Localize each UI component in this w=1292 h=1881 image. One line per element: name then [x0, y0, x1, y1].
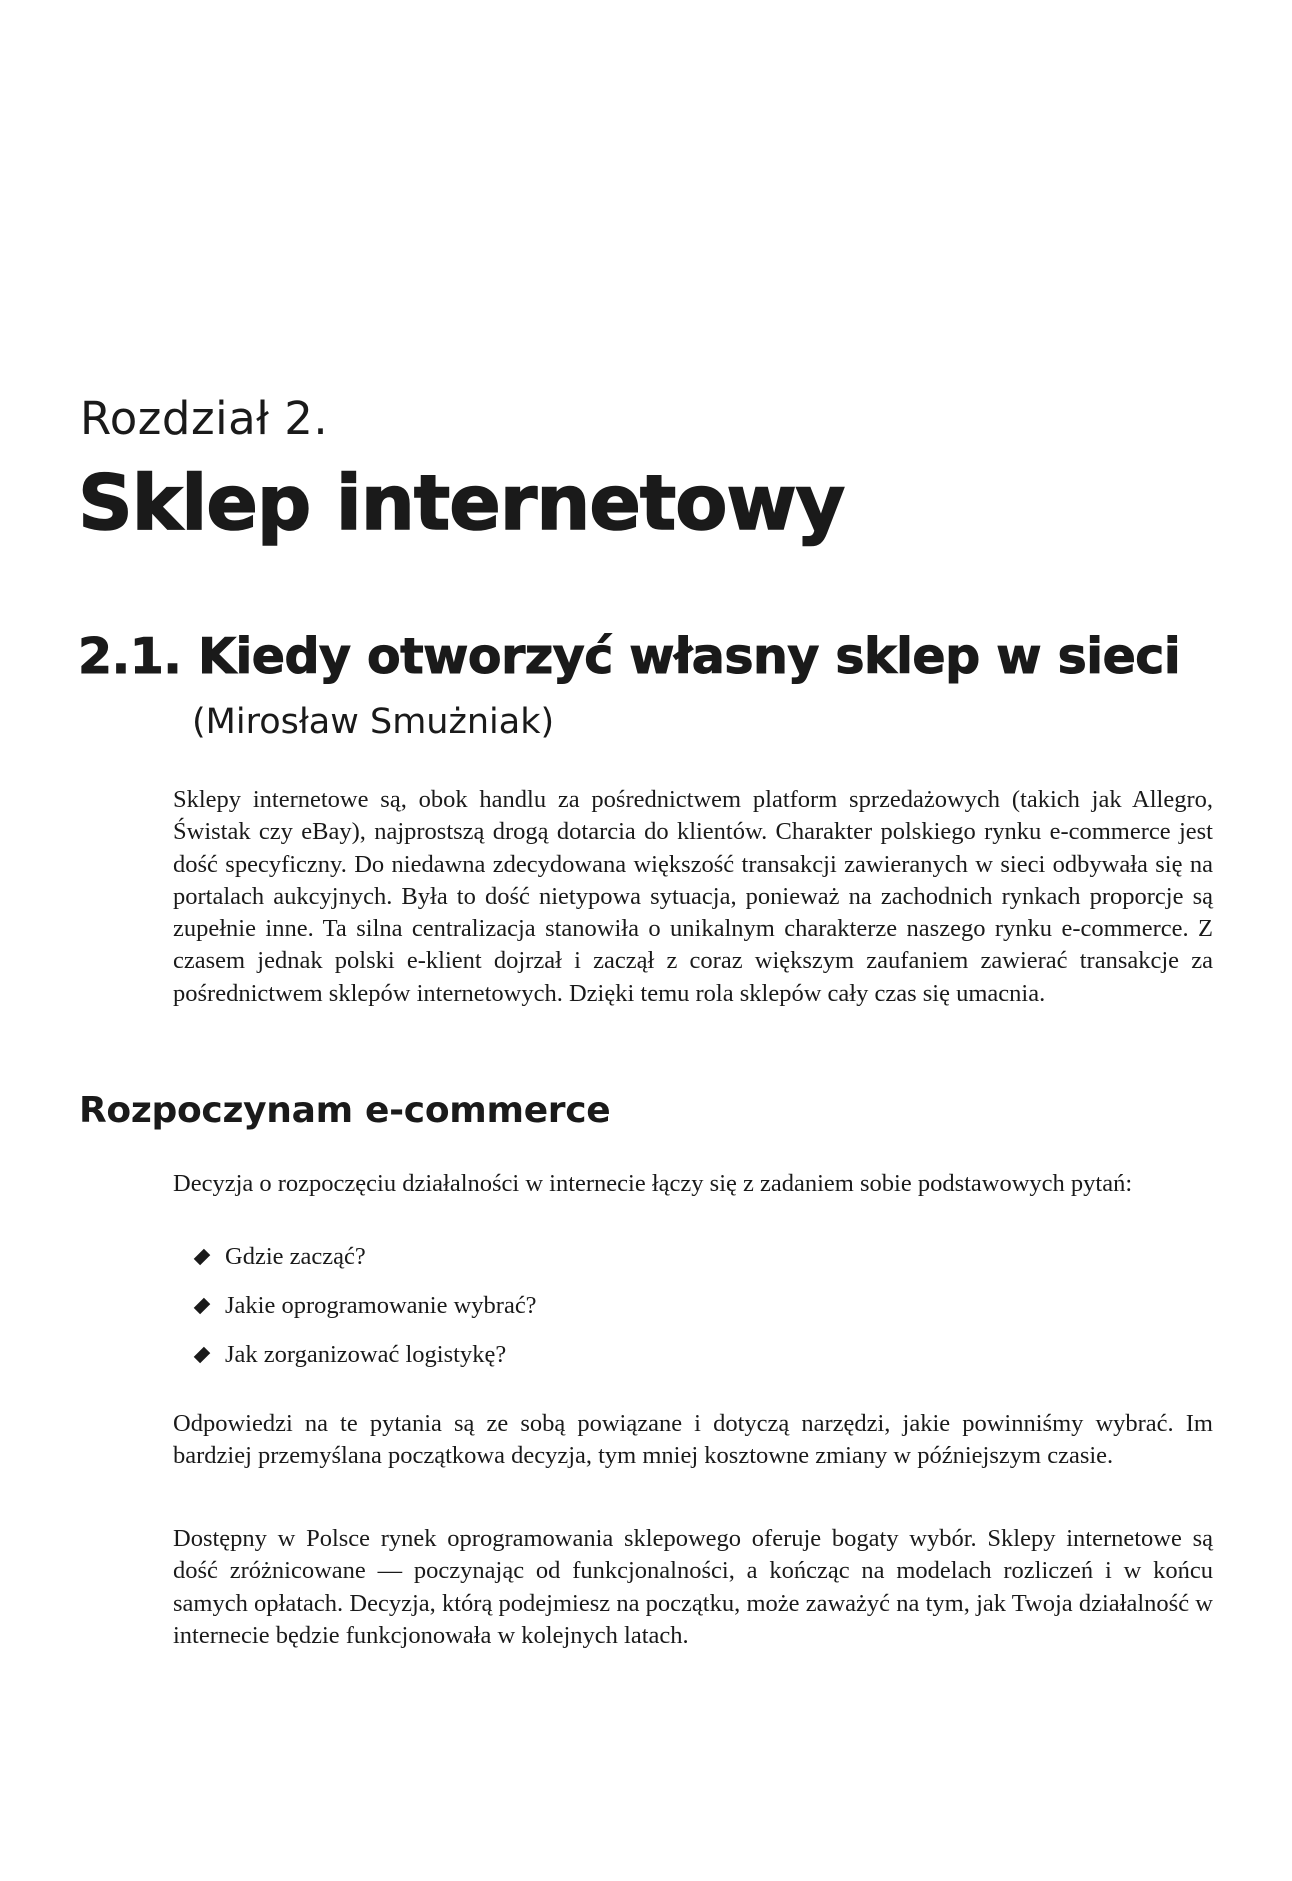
question-list	[196, 1243, 537, 1390]
list-item	[196, 1341, 537, 1390]
list-item	[196, 1292, 537, 1341]
answers-paragraph: Odpowiedzi na te pytania są ze sobą powiązane i dotyczą narzędzi, jakie powinniśmy wybrać. Im bardziej przemyślana początkowa decyzja, tym mniej kosztowne zmiany w późniejszym czasie.	[173, 1410, 1213, 1470]
list-item-text: Jakie oprogramowanie wybrać?	[225, 1292, 537, 1319]
chapter-label: Rozdział 2.	[80, 392, 329, 445]
section-title: 2.1. Kiedy otworzyć własny sklep w sieci	[78, 628, 1181, 685]
diamond-bullet-icon	[194, 1249, 211, 1266]
list-item-text: Jak zorganizować logistykę?	[225, 1341, 507, 1368]
diamond-bullet-icon	[194, 1347, 211, 1364]
diamond-bullet-icon	[194, 1298, 211, 1315]
list-item-text: Gdzie zacząć?	[225, 1243, 366, 1270]
list-item	[196, 1243, 537, 1292]
section-author: (Mirosław Smużniak)	[192, 702, 555, 742]
decision-paragraph: Decyzja o rozpoczęciu działalności w internecie łączy się z zadaniem sobie podstawowych pytań:	[173, 1170, 1133, 1197]
chapter-title: Sklep internetowy	[78, 458, 845, 547]
intro-paragraph: Sklepy internetowe są, obok handlu za pośrednictwem platform sprzedażowych (takich jak Allegro, Świstak czy eBay), najprostszą drogą dotarcia do klientów. Charakter polskiego rynku e-commerce jest dość specyficzny. Do niedawna zdecydowana większość transakcji zawieranych w sieci odbywała się na portalach aukcyjnych. Była to dość nietypowa sytuacja, ponieważ na zachodnich rynkach proporcje są zupełnie inne. Ta silna centralizacja stanowiła o unikalnym charakterze naszego rynku e-commerce. Z czasem jednak polski e-klient dojrzał i zaczął z coraz większym zaufaniem zawierać transakcje za pośrednictwem sklepów internetowych. Dzięki temu rola sklepów cały czas się umacnia.	[173, 786, 1213, 1007]
market-paragraph: Dostępny w Polsce rynek oprogramowania sklepowego oferuje bogaty wybór. Sklepy internetowe są dość zróżnicowane — poczynając od funkcjonalności, a kończąc na modelach rozliczeń i w końcu samych opłatach. Decyzja, którą podejmiesz na początku, może zaważyć na tym, jak Twoja działalność w internecie będzie funkcjonowała w kolejnych latach.	[173, 1525, 1213, 1649]
subheading: Rozpoczynam e-commerce	[79, 1090, 611, 1131]
